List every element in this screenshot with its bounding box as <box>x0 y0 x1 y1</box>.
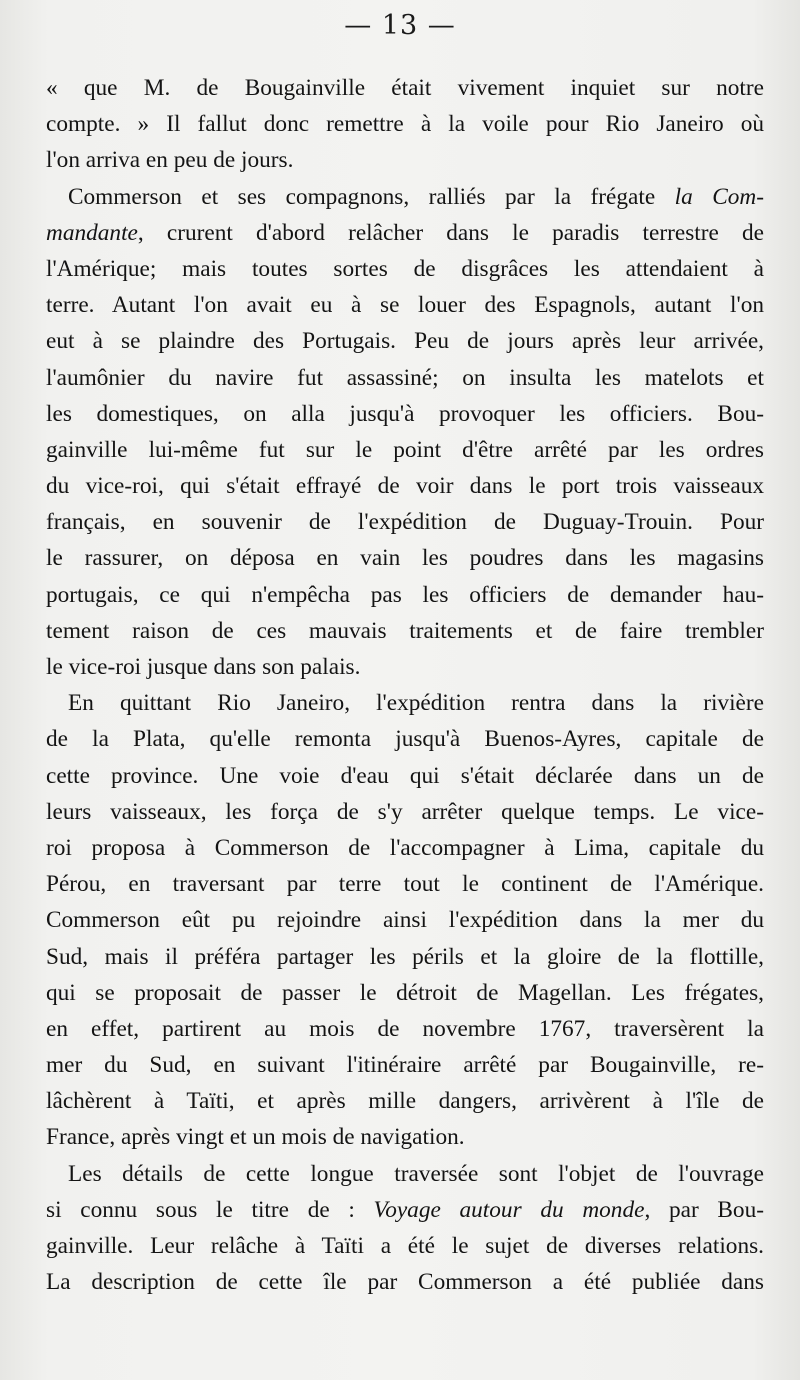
text-line: « que M. de Bougainville était vivement inquiet sur notre <box>46 75 764 101</box>
text-line: français, en souvenir de l'expédition de Duguay-Trouin. Pour <box>46 509 764 536</box>
text-line: cette province. Une voie d'eau qui s'était déclarée dans un de <box>46 762 764 789</box>
text-line: gainville lui-même fut sur le point d'être arrêté par les ordres <box>46 436 764 463</box>
paragraph <box>46 70 764 179</box>
text-line: eut à se plaindre des Portugais. Peu de jours après leur arrivée, <box>46 328 764 355</box>
text-line: le rassurer, on déposa en vain les poudres dans les magasins <box>46 545 764 572</box>
italic-title: la Com- <box>674 183 764 210</box>
text-line: En quittant Rio Janeiro, l'expédition rentra dans la rivière <box>68 690 764 717</box>
text-line: qui se proposait de passer le détroit de Magellan. Les frégates, <box>46 979 764 1006</box>
text-line: Les détails de cette longue traversée sont l'objet de l'ouvrage <box>68 1160 764 1187</box>
text-line: La description de cette île par Commerson a été publiée dans <box>46 1269 764 1296</box>
paragraph <box>46 179 764 686</box>
text-line: en effet, partirent au mois de novembre 1767, traversèrent la <box>46 1015 764 1042</box>
text-line: Commerson et ses compagnons, ralliés par la frégate la Com- <box>68 183 764 210</box>
italic-title: Voyage autour du monde <box>373 1196 645 1223</box>
text-line: Commerson eût pu rejoindre ainsi l'expédition dans la mer du <box>46 907 764 934</box>
italic-title: mandante <box>46 219 138 246</box>
text-line: mer du Sud, en suivant l'itinéraire arrêté par Bougainville, re- <box>46 1052 764 1079</box>
text-line: le vice-roi jusque dans son palais. <box>46 654 361 680</box>
text-line: Pérou, en traversant par terre tout le continent de l'Amérique. <box>46 871 764 898</box>
text-line: portugais, ce qui n'empêcha pas les officiers de demander hau- <box>46 581 764 608</box>
text-line: tement raison de ces mauvais traitements et de faire trembler <box>46 617 764 644</box>
paragraph <box>46 1156 764 1301</box>
text-line: compte. » Il fallut donc remettre à la voile pour Rio Janeiro où <box>46 111 764 138</box>
text-line: si connu sous le titre de : Voyage autour du monde, par Bou- <box>46 1196 764 1223</box>
text-line: du vice-roi, qui s'était effrayé de voir dans le port trois vaisseaux <box>46 473 764 500</box>
page-number: — 13 — <box>344 10 456 41</box>
text-line: mandante, crurent d'abord relâcher dans le paradis terrestre de <box>46 219 764 246</box>
text-line: Sud, mais il préféra partager les périls et la gloire de la flottille, <box>46 943 764 970</box>
body-text <box>46 70 764 1300</box>
text-line: l'on arriva en peu de jours. <box>46 147 294 174</box>
text-line: leurs vaisseaux, les força de s'y arrêter quelque temps. Le vice- <box>46 798 764 825</box>
text-line: gainville. Leur relâche à Taïti a été le sujet de diverses relations. <box>46 1233 764 1259</box>
text-line: France, après vingt et un mois de navigation. <box>46 1124 465 1151</box>
paragraph <box>46 685 764 1155</box>
text-line: les domestiques, on alla jusqu'à provoquer les officiers. Bou- <box>46 400 764 427</box>
text-line: de la Plata, qu'elle remonta jusqu'à Buenos-Ayres, capitale de <box>46 726 764 753</box>
text-line: terre. Autant l'on avait eu à se louer des Espagnols, autant l'on <box>46 292 764 319</box>
text-line: lâchèrent à Taïti, et après mille dangers, arrivèrent à l'île de <box>46 1088 764 1115</box>
text-line: l'aumônier du navire fut assassiné; on insulta les matelots et <box>46 364 764 391</box>
text-line: roi proposa à Commerson de l'accompagner à Lima, capitale du <box>46 834 764 861</box>
text-line: l'Amérique; mais toutes sortes de disgrâces les attendaient à <box>46 255 764 282</box>
